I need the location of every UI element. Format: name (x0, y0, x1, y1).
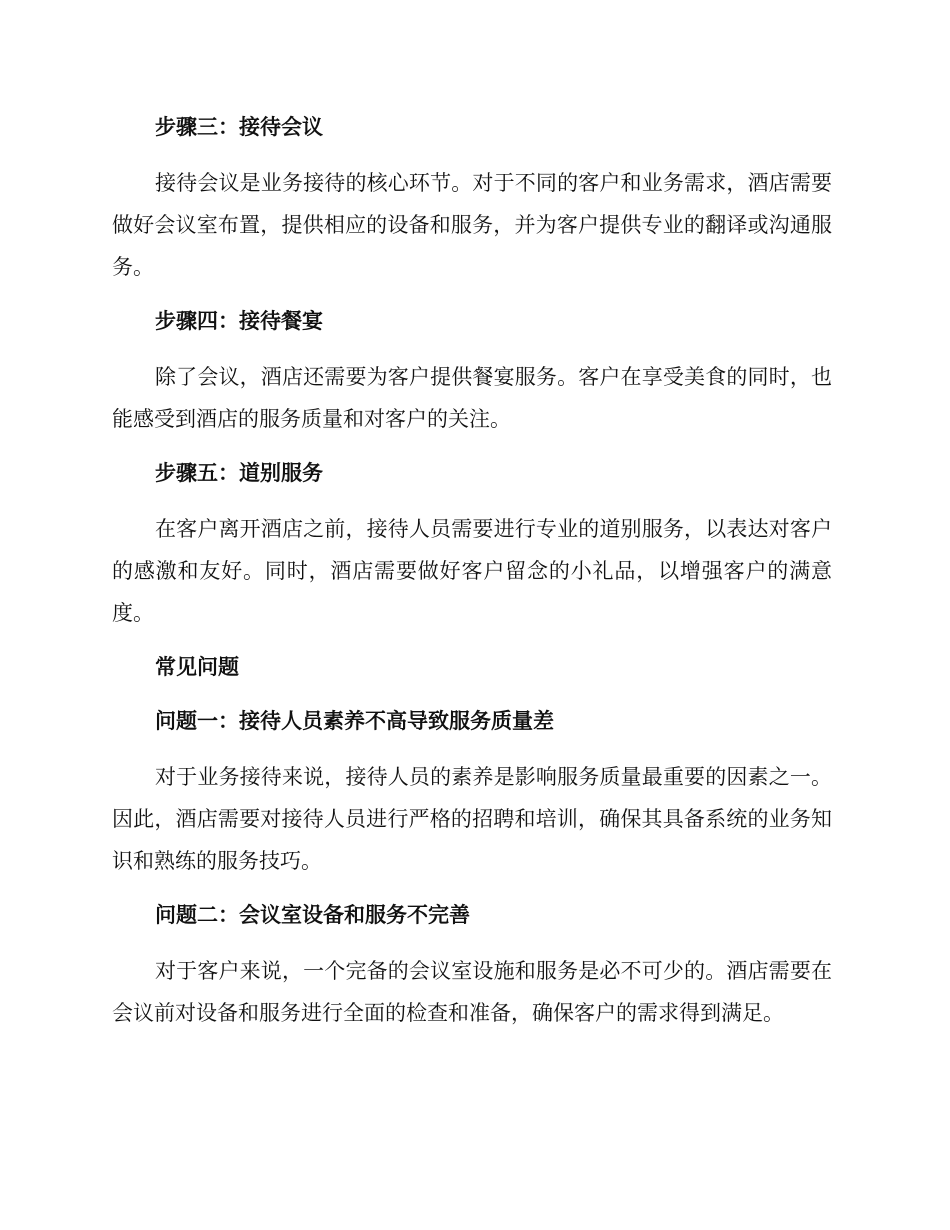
paragraph-question-two: 对于客户来说，一个完备的会议室设施和服务是必不可少的。酒店需要在会议前对设备和服务进行全面的检查和准备，确保客户的需求得到满足。 (112, 959, 832, 1025)
paragraph-question-one: 对于业务接待来说，接待人员的素养是影响服务质量最重要的因素之一。因此，酒店需要对接待人员进行严格的招聘和培训，确保其具备系统的业务知识和熟练的服务技巧。 (112, 765, 832, 873)
paragraph-step-five: 在客户离开酒店之前，接待人员需要进行专业的道别服务，以表达对客户的感激和友好。同时，酒店需要做好客户留念的小礼品，以增强客户的满意度。 (112, 517, 832, 625)
heading-common-questions: 常见问题 (155, 655, 239, 679)
document-body (112, 108, 832, 1034)
heading-step-three: 步骤三：接待会议 (155, 115, 323, 139)
heading-step-five: 步骤五：道别服务 (155, 461, 323, 485)
heading-question-one: 问题一：接待人员素养不高导致服务质量差 (155, 709, 554, 733)
heading-question-two: 问题二：会议室设备和服务不完善 (155, 903, 470, 927)
paragraph-step-four: 除了会议，酒店还需要为客户提供餐宴服务。客户在享受美食的同时，也能感受到酒店的服务质量和对客户的关注。 (112, 365, 832, 431)
paragraph-step-three: 接待会议是业务接待的核心环节。对于不同的客户和业务需求，酒店需要做好会议室布置，提供相应的设备和服务，并为客户提供专业的翻译或沟通服务。 (112, 171, 832, 279)
heading-step-four: 步骤四：接待餐宴 (155, 309, 323, 333)
